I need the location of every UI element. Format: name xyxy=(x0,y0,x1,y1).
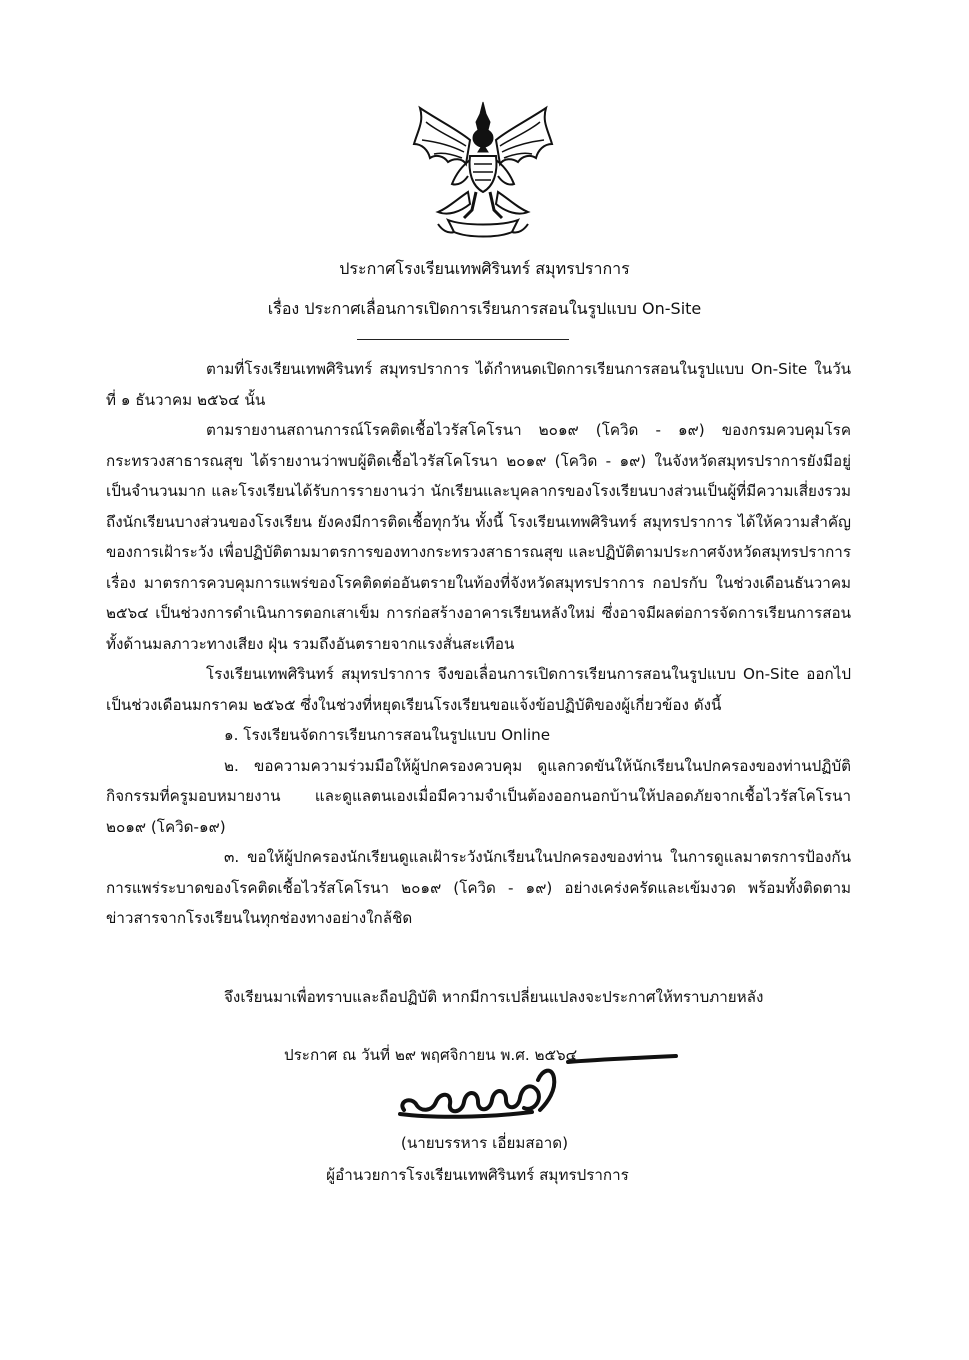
list-item: ๑. โรงเรียนจัดการเรียนการสอนในรูปแบบ Online xyxy=(224,726,551,744)
body-paragraph: ตามรายงานสถานการณ์โรคติดเชื้อไวรัสโคโรนา ๒๐๑๙ (โควิด - ๑๙) ของกรมควบคุมโรค กระทรวงสาธารณสุข ได้รายงานว่าพบผู้ติดเชื้อไวรัสโคโรนา ๒๐๑๙ (โควิด - ๑๙) ในจังหวัดสมุทรปราการยังมีอยู่เป็นจำนวนมาก และโรงเรียนได้รับการรายงานว่า นักเรียนและบุคลากรของโรงเรียนบางส่วนเป็นผู้ที่มีความเสี่ยงรวมถึงนักเรียนบางส่วนของโรงเรียน ยังคงมีการติดเชื้อทุกวัน ทั้งนี้ โรงเรียนเทพศิรินทร์ สมุทรปราการ ได้ให้ความสำคัญของการเฝ้าระวัง เพื่อปฏิบัติตามมาตรการของทางกระทรวงสาธารณสุข และปฏิบัติตามประกาศจังหวัดสมุทรปราการ เรื่อง มาตรการควบคุมการแพร่ของโรคติดต่ออันตรายในท้องที่จังหวัดสมุทรปราการ กอปรกับ ในช่วงเดือนธันวาคม ๒๕๖๔ เป็นช่วงการดำเนินการตอกเสาเข็ม การก่อสร้างอาคารเรียนหลังใหม่ ซึ่งอาจมีผลต่อการจัดการเรียนการสอนทั้งด้านมลภาวะทางเสียง ฝุ่น รวมถึงอันตรายจากแรงสั่นสะเทือน xyxy=(106,421,851,653)
list-item: ๓. ขอให้ผู้ปกครองนักเรียนดูแลเฝ้าระวังนักเรียนในปกครองของท่าน ในการดูแลมาตรการป้องกันการแพร่ระบาดของโรคติดเชื้อไวรัสโคโรนา ๒๐๑๙ (โควิด - ๑๙) อย่างเคร่งครัดและเข้มงวด พร้อมทั้งติดตามข่าวสารจากโรงเรียนในทุกช่องทางอย่างใกล้ชิด xyxy=(106,848,851,927)
signer-name: (นายบรรหาร เอี่ยมสอาด) xyxy=(400,1134,569,1152)
announcement-body xyxy=(106,354,851,934)
closing-statement: จึงเรียนมาเพื่อทราบและถือปฏิบัติ หากมีการเปลี่ยนแปลงจะประกาศให้ทราบภายหลัง xyxy=(224,988,764,1006)
signer-position: ผู้อำนวยการโรงเรียนเทพศิรินทร์ สมุทรปราการ xyxy=(326,1166,629,1184)
header-divider xyxy=(357,339,569,340)
list-item: ๒. ขอความความร่วมมือให้ผู้ปกครองควบคุม ดูแลกวดขันให้นักเรียนในปกครองของท่านปฏิบัติกิจกรรมที่ครูมอบหมายงาน และดูแลตนเองเมื่อมีความจำเป็นต้องออกนอกบ้านให้ปลอดภัยจากเชื้อไวรัสโคโรนา ๒๐๑๙ (โควิด-๑๙) xyxy=(106,756,851,836)
announcement-title: ประกาศโรงเรียนเทพศิรินทร์ สมุทรปราการ xyxy=(339,259,630,278)
announcement-subject: เรื่อง ประกาศเลื่อนการเปิดการเรียนการสอนในรูปแบบ On-Site xyxy=(267,299,702,318)
body-paragraph: โรงเรียนเทพศิรินทร์ สมุทรปราการ จึงขอเลื่อนการเปิดการเรียนการสอนในรูปแบบ On-Site ออกไปเป็นช่วงเดือนมกราคม ๒๕๖๕ ซึ่งในช่วงที่หยุดเรียนโรงเรียนขอแจ้งข้อปฏิบัติของผู้เกี่ยวข้อง ดังนี้ xyxy=(106,665,851,714)
announcement-date: ประกาศ ณ วันที่ ๒๙ พฤศจิกายน พ.ศ. ๒๕๖๔ xyxy=(284,1046,578,1064)
body-paragraph: ตามที่โรงเรียนเทพศิรินทร์ สมุทรปราการ ได้กำหนดเปิดการเรียนการสอนในรูปแบบ On-Site ในวันที่ ๑ ธันวาคม ๒๕๖๔ นั้น xyxy=(106,360,851,409)
garuda-emblem-icon xyxy=(408,100,558,242)
handwritten-signature-icon xyxy=(392,1052,682,1132)
